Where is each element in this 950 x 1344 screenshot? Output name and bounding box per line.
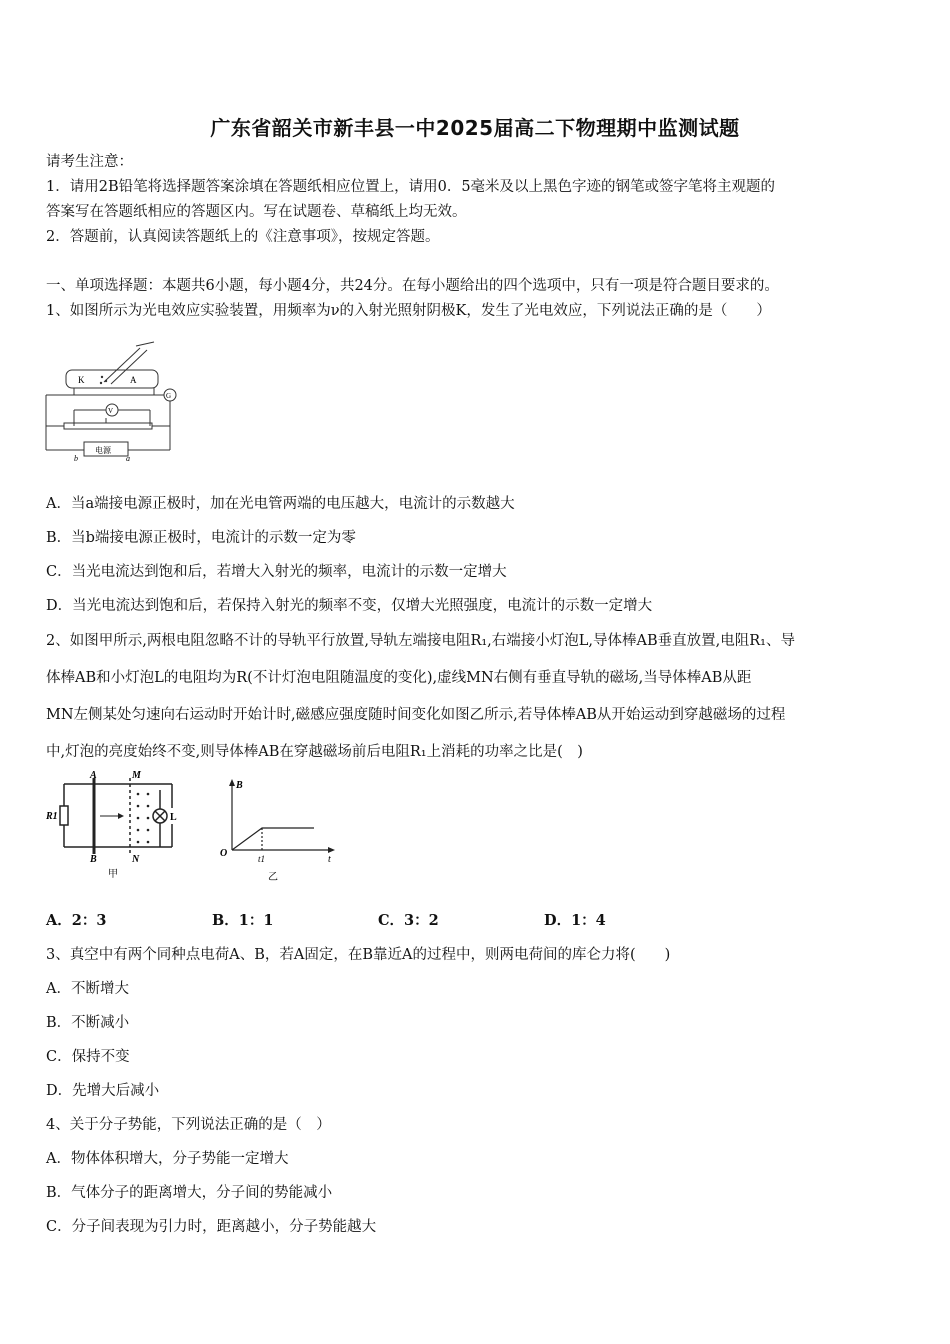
label-lamp-L: L: [170, 812, 177, 823]
notice-item-1: 1．请用2B铅笔将选择题答案涂填在答题纸相应位置上，请用0．5毫米及以上黑色字迹的钢笔或签字笔将主观题的: [46, 179, 776, 195]
q2-option-b: B．1：1: [212, 912, 274, 929]
q2-figure-yi: [214, 776, 344, 884]
axis-origin-O: O: [220, 848, 228, 859]
label-rail-B: B: [90, 854, 97, 865]
q3-stem: 3、真空中有两个同种点电荷A、B，若A固定，在B靠近A的过程中，则两电荷间的库仑力将( ): [46, 947, 671, 963]
label-R1: R1: [46, 811, 58, 822]
label-power-source: 电源: [95, 446, 111, 455]
label-a: a: [126, 454, 130, 463]
q4-option-c: C．分子间表现为引力时，距离越小，分子势能越大: [46, 1219, 377, 1235]
caption-jia: 甲: [108, 869, 118, 880]
q2-figure-jia: [44, 770, 194, 880]
q1-stem: 1、如图所示为光电效应实验装置，用频率为ν的入射光照射阴极K，发生了光电效应，下列说法正确的是（ ）: [46, 303, 771, 319]
q1-option-a: A．当a端接电源正极时，加在光电管两端的电压越大，电流计的示数越大: [46, 496, 515, 512]
label-rail-N: N: [132, 854, 140, 865]
q4-option-b: B．气体分子的距离增大，分子间的势能减小: [46, 1185, 333, 1201]
notice-item-2: 2．答题前，认真阅读答题纸上的《注意事项》，按规定答题。: [46, 229, 440, 245]
tick-label-t1: t1: [258, 854, 266, 864]
page-title: 广东省韶关市新丰县一中2025届高二下物理期中监测试题: [210, 116, 740, 140]
q2-stem-line-3: MN左侧某处匀速向右运动时开始计时,磁感应强度随时间变化如图乙所示,若导体棒AB从开始运动到穿越磁场的过程: [46, 707, 786, 723]
label-b: b: [74, 454, 78, 463]
section-heading: 一、单项选择题：本题共6小题，每小题4分，共24分。在每小题给出的四个选项中，只有一项是符合题目要求的。: [46, 278, 779, 294]
q2-stem-line-2: 体棒AB和小灯泡L的电阻均为R(不计灯泡电阻随温度的变化),虚线MN右侧有垂直导轨的磁场,当导体棒AB从距: [46, 670, 752, 686]
q1-option-b: B．当b端接电源正极时，电流计的示数一定为零: [46, 530, 356, 546]
label-A: A: [130, 375, 137, 385]
q2-option-c: C．3：2: [378, 912, 439, 929]
label-rail-M: M: [132, 770, 141, 781]
axis-label-B: B: [236, 780, 243, 791]
q3-option-b: B．不断减小: [46, 1015, 130, 1031]
q1-option-d: D．当光电流达到饱和后，若保持入射光的频率不变，仅增大光照强度，电流计的示数一定增大: [46, 598, 653, 614]
q2-stem-line-1: 2、如图甲所示,两根电阻忽略不计的导轨平行放置,导轨左端接电阻R₁,右端接小灯泡L,导体棒AB垂直放置,电阻R₁、导: [46, 633, 795, 649]
q4-option-a: A．物体体积增大，分子势能一定增大: [46, 1151, 289, 1167]
q3-option-c: C．保持不变: [46, 1049, 130, 1065]
label-K: K: [78, 375, 85, 385]
axis-label-t: t: [328, 854, 331, 865]
q2-stem-line-4: 中,灯泡的亮度始终不变,则导体棒AB在穿越磁场前后电阻R₁上消耗的功率之比是( ): [46, 744, 583, 760]
q1-circuit-figure: [44, 340, 184, 464]
q3-option-a: A．不断增大: [46, 981, 129, 997]
q4-stem: 4、关于分子势能，下列说法正确的是（ ）: [46, 1117, 331, 1133]
q2-option-d: D．1：4: [544, 912, 606, 929]
q2-options: [46, 911, 606, 931]
label-G: G: [166, 392, 172, 400]
notice-heading: 请考生注意：: [46, 154, 133, 170]
q3-option-d: D．先增大后减小: [46, 1083, 160, 1099]
label-V: V: [108, 407, 114, 415]
notice-item-1-cont: 答案写在答题纸相应的答题区内。写在试题卷、草稿纸上均无效。: [46, 204, 467, 220]
label-rail-A: A: [90, 770, 97, 781]
caption-yi: 乙: [268, 872, 278, 883]
q2-option-a: A．2：3: [46, 912, 107, 929]
q1-option-c: C．当光电流达到饱和后，若增大入射光的频率，电流计的示数一定增大: [46, 564, 507, 580]
